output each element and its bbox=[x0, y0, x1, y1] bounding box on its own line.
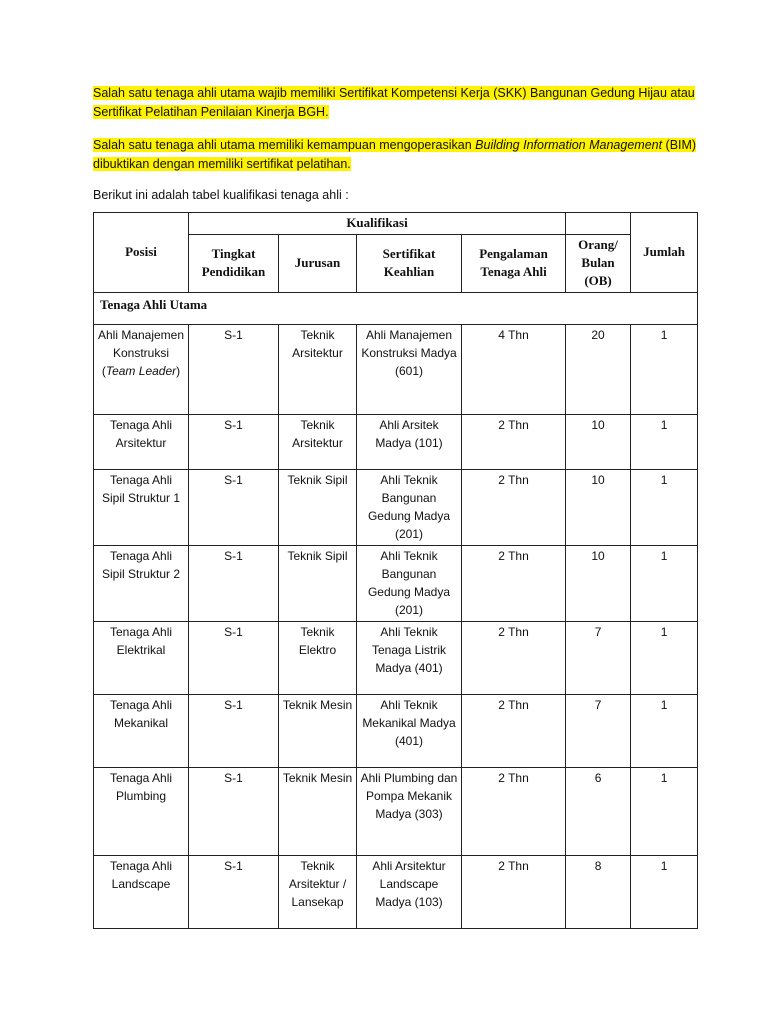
cell-ob: 7 bbox=[566, 622, 631, 695]
cell-sertifikat: Ahli Plumbing dan Pompa Mekanik Madya (303) bbox=[357, 768, 462, 856]
cell-jumlah: 1 bbox=[631, 325, 698, 415]
cell-tingkat: S-1 bbox=[189, 768, 279, 856]
cell-ob: 6 bbox=[566, 768, 631, 856]
cell-pengalaman: 2 Thn bbox=[462, 695, 566, 768]
table-row bbox=[94, 546, 698, 622]
cell-posisi: Tenaga Ahli Arsitektur bbox=[94, 415, 189, 470]
table-row bbox=[94, 768, 698, 856]
table-row bbox=[94, 695, 698, 768]
cell-pengalaman: 4 Thn bbox=[462, 325, 566, 415]
cell-jumlah: 1 bbox=[631, 768, 698, 856]
cell-pengalaman: 2 Thn bbox=[462, 768, 566, 856]
header-jumlah: Jumlah bbox=[631, 213, 698, 293]
cell-jurusan: Teknik Mesin bbox=[279, 768, 357, 856]
cell-ob: 10 bbox=[566, 470, 631, 546]
paragraph-skk-requirement bbox=[93, 84, 698, 122]
cell-ob: 8 bbox=[566, 856, 631, 929]
cell-sertifikat: Ahli Teknik Bangunan Gedung Madya (201) bbox=[357, 546, 462, 622]
cell-jurusan: Teknik Elektro bbox=[279, 622, 357, 695]
cell-jumlah: 1 bbox=[631, 856, 698, 929]
cell-sertifikat: Ahli Teknik Tenaga Listrik Madya (401) bbox=[357, 622, 462, 695]
cell-posisi: Tenaga Ahli Sipil Struktur 1 bbox=[94, 470, 189, 546]
cell-jumlah: 1 bbox=[631, 622, 698, 695]
cell-posisi: Ahli Manajemen Konstruksi (Team Leader) bbox=[94, 325, 189, 415]
cell-posisi: Tenaga Ahli Elektrikal bbox=[94, 622, 189, 695]
cell-pengalaman: 2 Thn bbox=[462, 415, 566, 470]
header-blank bbox=[566, 213, 631, 235]
cell-jumlah: 1 bbox=[631, 546, 698, 622]
cell-tingkat: S-1 bbox=[189, 695, 279, 768]
italic-term: Building Information Management bbox=[475, 138, 663, 152]
table-row bbox=[94, 622, 698, 695]
table-row bbox=[94, 325, 698, 415]
highlighted-text: Salah satu tenaga ahli utama wajib memiliki Sertifikat Kompetensi Kerja (SKK) Bangunan Gedung Hijau atau Sertifikat Pelatihan Penilaian Kinerja BGH. bbox=[93, 86, 695, 119]
cell-jurusan: Teknik Sipil bbox=[279, 470, 357, 546]
cell-pengalaman: 2 Thn bbox=[462, 546, 566, 622]
header-tingkat-pendidikan: Tingkat Pendidikan bbox=[189, 235, 279, 293]
qualification-table bbox=[93, 212, 698, 929]
header-orang-bulan: Orang/ Bulan (OB) bbox=[566, 235, 631, 293]
cell-jurusan: Teknik Arsitektur bbox=[279, 325, 357, 415]
document-page bbox=[93, 84, 698, 929]
cell-tingkat: S-1 bbox=[189, 415, 279, 470]
cell-tingkat: S-1 bbox=[189, 622, 279, 695]
header-kualifikasi: Kualifikasi bbox=[189, 213, 566, 235]
cell-sertifikat: Ahli Arsitektur Landscape Madya (103) bbox=[357, 856, 462, 929]
header-jurusan: Jurusan bbox=[279, 235, 357, 293]
table-intro: Berikut ini adalah tabel kualifikasi tenaga ahli : bbox=[93, 188, 349, 202]
cell-jurusan: Teknik Arsitektur / Lansekap bbox=[279, 856, 357, 929]
cell-posisi: Tenaga Ahli Mekanikal bbox=[94, 695, 189, 768]
cell-jurusan: Teknik Mesin bbox=[279, 695, 357, 768]
cell-pengalaman: 2 Thn bbox=[462, 470, 566, 546]
table-row bbox=[94, 470, 698, 546]
cell-jumlah: 1 bbox=[631, 695, 698, 768]
cell-jurusan: Teknik Arsitektur bbox=[279, 415, 357, 470]
header-sertifikat-keahlian: Sertifikat Keahlian bbox=[357, 235, 462, 293]
cell-posisi: Tenaga Ahli Landscape bbox=[94, 856, 189, 929]
cell-jurusan: Teknik Sipil bbox=[279, 546, 357, 622]
table-row bbox=[94, 856, 698, 929]
paragraph-bim-requirement bbox=[93, 136, 698, 174]
cell-sertifikat: Ahli Manajemen Konstruksi Madya (601) bbox=[357, 325, 462, 415]
cell-tingkat: S-1 bbox=[189, 325, 279, 415]
cell-tingkat: S-1 bbox=[189, 856, 279, 929]
cell-sertifikat: Ahli Arsitek Madya (101) bbox=[357, 415, 462, 470]
cell-jumlah: 1 bbox=[631, 470, 698, 546]
cell-posisi: Tenaga Ahli Plumbing bbox=[94, 768, 189, 856]
cell-pengalaman: 2 Thn bbox=[462, 622, 566, 695]
highlighted-text: Salah satu tenaga ahli utama memiliki kemampuan mengoperasikan Building Information Management (BIM) dibuktikan dengan memiliki sertifikat pelatihan. bbox=[93, 138, 697, 171]
cell-ob: 20 bbox=[566, 325, 631, 415]
cell-sertifikat: Ahli Teknik Mekanikal Madya (401) bbox=[357, 695, 462, 768]
table-row bbox=[94, 415, 698, 470]
cell-sertifikat: Ahli Teknik Bangunan Gedung Madya (201) bbox=[357, 470, 462, 546]
cell-ob: 7 bbox=[566, 695, 631, 768]
cell-jumlah: 1 bbox=[631, 415, 698, 470]
cell-posisi: Tenaga Ahli Sipil Struktur 2 bbox=[94, 546, 189, 622]
cell-ob: 10 bbox=[566, 546, 631, 622]
cell-tingkat: S-1 bbox=[189, 546, 279, 622]
header-pengalaman: Pengalaman Tenaga Ahli bbox=[462, 235, 566, 293]
cell-pengalaman: 2 Thn bbox=[462, 856, 566, 929]
header-posisi: Posisi bbox=[94, 213, 189, 293]
group-label: Tenaga Ahli Utama bbox=[94, 293, 698, 325]
cell-tingkat: S-1 bbox=[189, 470, 279, 546]
cell-ob: 10 bbox=[566, 415, 631, 470]
